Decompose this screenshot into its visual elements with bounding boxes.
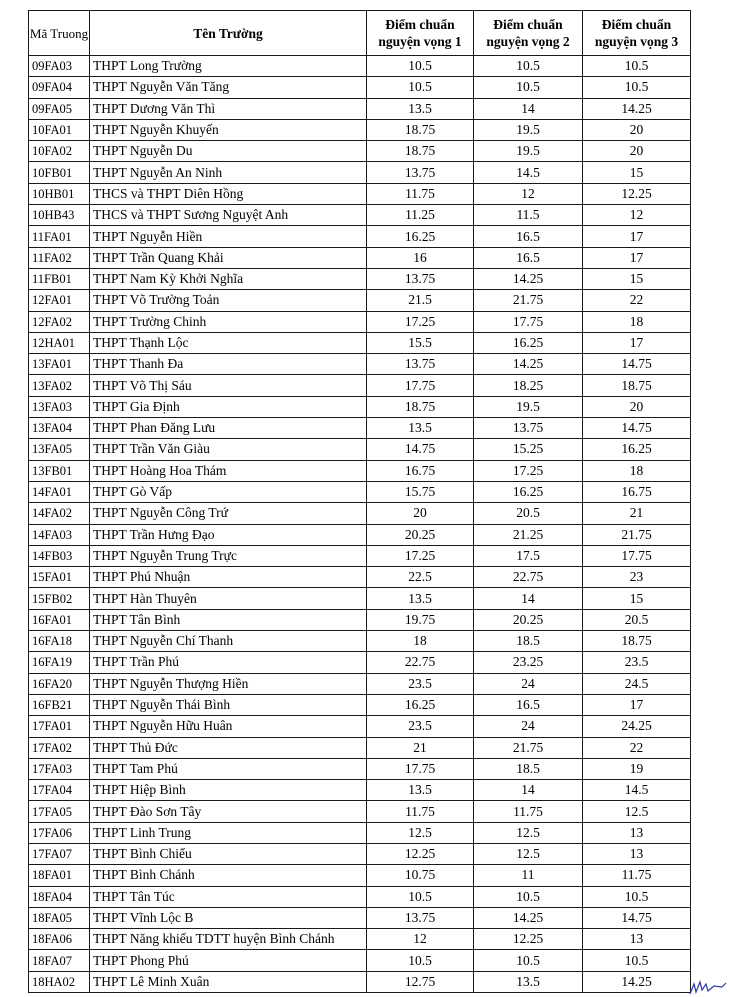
score-nv2: 16.5 — [474, 694, 583, 715]
score-nv2: 10.5 — [474, 77, 583, 98]
score-nv2: 16.25 — [474, 481, 583, 502]
score-nv3: 16.75 — [583, 481, 691, 502]
school-code: 13FA01 — [29, 354, 90, 375]
score-nv1: 21.5 — [367, 290, 474, 311]
score-nv3: 17 — [583, 247, 691, 268]
school-code: 12HA01 — [29, 332, 90, 353]
header-score-nv2: Điểm chuẩn nguyện vọng 2 — [474, 11, 583, 56]
score-nv1: 17.25 — [367, 545, 474, 566]
score-nv2: 17.75 — [474, 311, 583, 332]
score-nv1: 18.75 — [367, 141, 474, 162]
score-nv2: 24 — [474, 673, 583, 694]
school-name: THPT Linh Trung — [90, 822, 367, 843]
score-nv3: 14.75 — [583, 354, 691, 375]
score-nv2: 11 — [474, 865, 583, 886]
score-nv1: 12 — [367, 929, 474, 950]
score-nv2: 14 — [474, 780, 583, 801]
score-nv3: 15 — [583, 162, 691, 183]
table-row — [29, 396, 691, 417]
table-row — [29, 631, 691, 652]
table-row — [29, 609, 691, 630]
score-nv3: 17.75 — [583, 545, 691, 566]
score-nv3: 20 — [583, 396, 691, 417]
score-nv1: 19.75 — [367, 609, 474, 630]
score-nv3: 13 — [583, 929, 691, 950]
score-nv2: 18.5 — [474, 631, 583, 652]
score-nv2: 23.25 — [474, 652, 583, 673]
table-row — [29, 77, 691, 98]
score-nv3: 10.5 — [583, 56, 691, 77]
school-code: 16FA20 — [29, 673, 90, 694]
score-nv3: 17 — [583, 226, 691, 247]
school-code: 11FA01 — [29, 226, 90, 247]
score-nv1: 18 — [367, 631, 474, 652]
school-code: 10FA01 — [29, 119, 90, 140]
score-nv2: 15.25 — [474, 439, 583, 460]
school-code: 13FA02 — [29, 375, 90, 396]
score-nv3: 21.75 — [583, 524, 691, 545]
score-nv1: 16.75 — [367, 460, 474, 481]
score-nv3: 18 — [583, 460, 691, 481]
score-nv1: 20 — [367, 503, 474, 524]
header-row — [29, 11, 691, 56]
table-row — [29, 268, 691, 289]
school-name: THPT Nguyễn Du — [90, 141, 367, 162]
score-nv2: 20.25 — [474, 609, 583, 630]
score-nv2: 22.75 — [474, 567, 583, 588]
school-code: 18FA04 — [29, 886, 90, 907]
school-name: THPT Tân Bình — [90, 609, 367, 630]
score-nv2: 13.5 — [474, 971, 583, 992]
school-name: THPT Hoàng Hoa Thám — [90, 460, 367, 481]
score-nv1: 11.25 — [367, 205, 474, 226]
school-name: THPT Nguyễn An Ninh — [90, 162, 367, 183]
table-row — [29, 56, 691, 77]
score-nv2: 21.75 — [474, 290, 583, 311]
score-nv2: 19.5 — [474, 141, 583, 162]
score-nv3: 23 — [583, 567, 691, 588]
score-nv1: 18.75 — [367, 119, 474, 140]
score-nv3: 13 — [583, 843, 691, 864]
score-nv3: 12 — [583, 205, 691, 226]
table-row — [29, 758, 691, 779]
score-nv1: 13.75 — [367, 268, 474, 289]
school-name: THPT Nguyễn Công Trứ — [90, 503, 367, 524]
score-nv3: 10.5 — [583, 77, 691, 98]
table-row — [29, 162, 691, 183]
school-name: THPT Trường Chinh — [90, 311, 367, 332]
school-name: THPT Tân Túc — [90, 886, 367, 907]
score-nv2: 17.5 — [474, 545, 583, 566]
score-nv1: 13.5 — [367, 418, 474, 439]
school-name: THPT Phong Phú — [90, 950, 367, 971]
school-code: 14FB03 — [29, 545, 90, 566]
table-row — [29, 907, 691, 928]
school-name: THPT Năng khiếu TDTT huyện Bình Chánh — [90, 929, 367, 950]
score-nv2: 16.5 — [474, 247, 583, 268]
table-row — [29, 545, 691, 566]
school-name: THPT Lê Minh Xuân — [90, 971, 367, 992]
score-nv3: 18.75 — [583, 375, 691, 396]
school-name: THPT Thanh Đa — [90, 354, 367, 375]
score-nv3: 18.75 — [583, 631, 691, 652]
score-nv3: 14.75 — [583, 418, 691, 439]
school-name: THPT Võ Trường Toản — [90, 290, 367, 311]
table-row — [29, 460, 691, 481]
school-code: 13FB01 — [29, 460, 90, 481]
school-name: THPT Trần Hưng Đạo — [90, 524, 367, 545]
score-nv1: 17.75 — [367, 758, 474, 779]
score-nv1: 23.5 — [367, 716, 474, 737]
score-nv3: 24.25 — [583, 716, 691, 737]
score-nv1: 13.5 — [367, 588, 474, 609]
table-row — [29, 588, 691, 609]
score-nv2: 20.5 — [474, 503, 583, 524]
signature-mark — [688, 978, 728, 996]
score-nv2: 12.25 — [474, 929, 583, 950]
table-row — [29, 843, 691, 864]
school-code: 11FB01 — [29, 268, 90, 289]
table-row — [29, 673, 691, 694]
school-name: THPT Nguyễn Thượng Hiền — [90, 673, 367, 694]
school-name: THPT Hàn Thuyên — [90, 588, 367, 609]
table-row — [29, 226, 691, 247]
score-nv1: 16 — [367, 247, 474, 268]
score-nv2: 19.5 — [474, 396, 583, 417]
school-code: 11FA02 — [29, 247, 90, 268]
score-nv2: 11.5 — [474, 205, 583, 226]
school-code: 17FA04 — [29, 780, 90, 801]
school-code: 16FB21 — [29, 694, 90, 715]
score-nv1: 12.5 — [367, 822, 474, 843]
school-code: 17FA06 — [29, 822, 90, 843]
score-nv2: 12 — [474, 183, 583, 204]
score-nv3: 15 — [583, 268, 691, 289]
table-row — [29, 865, 691, 886]
school-name: THPT Phan Đăng Lưu — [90, 418, 367, 439]
table-row — [29, 886, 691, 907]
table-row — [29, 950, 691, 971]
score-nv3: 20 — [583, 141, 691, 162]
score-nv1: 12.75 — [367, 971, 474, 992]
school-code: 18FA01 — [29, 865, 90, 886]
score-nv1: 17.75 — [367, 375, 474, 396]
school-name: THPT Trần Quang Khải — [90, 247, 367, 268]
header-score-nv1: Điểm chuẩn nguyện vọng 1 — [367, 11, 474, 56]
school-name: THPT Thủ Đức — [90, 737, 367, 758]
score-nv1: 11.75 — [367, 183, 474, 204]
school-name: THPT Tam Phú — [90, 758, 367, 779]
table-row — [29, 780, 691, 801]
score-nv1: 18.75 — [367, 396, 474, 417]
score-nv1: 10.5 — [367, 886, 474, 907]
table-row — [29, 524, 691, 545]
school-name: THPT Nguyễn Chí Thanh — [90, 631, 367, 652]
school-code: 12FA02 — [29, 311, 90, 332]
score-nv1: 22.75 — [367, 652, 474, 673]
school-name: THCS và THPT Sương Nguyệt Anh — [90, 205, 367, 226]
school-code: 17FA01 — [29, 716, 90, 737]
table-row — [29, 311, 691, 332]
score-sheet — [28, 10, 691, 993]
score-nv3: 10.5 — [583, 950, 691, 971]
table-row — [29, 971, 691, 992]
score-nv1: 10.5 — [367, 56, 474, 77]
school-name: THPT Dương Văn Thì — [90, 98, 367, 119]
score-nv3: 14.25 — [583, 98, 691, 119]
school-code: 16FA19 — [29, 652, 90, 673]
school-code: 12FA01 — [29, 290, 90, 311]
school-name: THPT Trần Phú — [90, 652, 367, 673]
school-name: THPT Trần Văn Giàu — [90, 439, 367, 460]
table-row — [29, 290, 691, 311]
school-code: 16FA18 — [29, 631, 90, 652]
score-nv3: 14.75 — [583, 907, 691, 928]
score-nv3: 14.5 — [583, 780, 691, 801]
score-nv1: 23.5 — [367, 673, 474, 694]
school-code: 17FA03 — [29, 758, 90, 779]
score-nv1: 12.25 — [367, 843, 474, 864]
score-nv3: 17 — [583, 332, 691, 353]
school-name: THPT Nguyễn Hữu Huân — [90, 716, 367, 737]
score-nv3: 22 — [583, 737, 691, 758]
table-row — [29, 439, 691, 460]
school-code: 13FA05 — [29, 439, 90, 460]
school-code: 18FA05 — [29, 907, 90, 928]
score-nv3: 21 — [583, 503, 691, 524]
school-code: 18FA06 — [29, 929, 90, 950]
score-nv2: 14 — [474, 588, 583, 609]
score-nv2: 10.5 — [474, 56, 583, 77]
score-nv2: 13.75 — [474, 418, 583, 439]
table-row — [29, 375, 691, 396]
score-nv3: 18 — [583, 311, 691, 332]
score-nv3: 15 — [583, 588, 691, 609]
table-row — [29, 481, 691, 502]
school-code: 13FA04 — [29, 418, 90, 439]
score-nv3: 12.25 — [583, 183, 691, 204]
school-code: 10HB01 — [29, 183, 90, 204]
score-nv3: 22 — [583, 290, 691, 311]
school-name: THPT Nguyễn Văn Tăng — [90, 77, 367, 98]
score-nv1: 13.75 — [367, 354, 474, 375]
table-row — [29, 652, 691, 673]
score-nv1: 11.75 — [367, 801, 474, 822]
score-nv1: 16.25 — [367, 226, 474, 247]
score-nv3: 14.25 — [583, 971, 691, 992]
school-code: 10HB43 — [29, 205, 90, 226]
table-row — [29, 205, 691, 226]
school-name: THPT Thạnh Lộc — [90, 332, 367, 353]
table-row — [29, 929, 691, 950]
score-nv1: 10.5 — [367, 950, 474, 971]
table-row — [29, 716, 691, 737]
table-row — [29, 332, 691, 353]
score-nv2: 18.5 — [474, 758, 583, 779]
school-code: 18FA07 — [29, 950, 90, 971]
school-code: 09FA03 — [29, 56, 90, 77]
score-nv3: 10.5 — [583, 886, 691, 907]
score-nv3: 19 — [583, 758, 691, 779]
score-nv3: 17 — [583, 694, 691, 715]
score-nv3: 24.5 — [583, 673, 691, 694]
score-nv3: 23.5 — [583, 652, 691, 673]
school-code: 09FA05 — [29, 98, 90, 119]
table-row — [29, 247, 691, 268]
score-nv1: 15.75 — [367, 481, 474, 502]
score-nv2: 24 — [474, 716, 583, 737]
score-nv3: 20 — [583, 119, 691, 140]
school-name: THPT Gò Vấp — [90, 481, 367, 502]
school-name: THPT Nam Kỳ Khởi Nghĩa — [90, 268, 367, 289]
score-nv1: 16.25 — [367, 694, 474, 715]
school-code: 15FA01 — [29, 567, 90, 588]
score-nv2: 10.5 — [474, 950, 583, 971]
score-nv2: 14.25 — [474, 907, 583, 928]
school-code: 10FA02 — [29, 141, 90, 162]
school-name: THPT Nguyễn Trung Trực — [90, 545, 367, 566]
school-code: 17FA02 — [29, 737, 90, 758]
score-nv1: 17.25 — [367, 311, 474, 332]
school-name: THPT Hiệp Bình — [90, 780, 367, 801]
school-name: THPT Gia Định — [90, 396, 367, 417]
score-nv1: 10.75 — [367, 865, 474, 886]
score-nv2: 11.75 — [474, 801, 583, 822]
school-code: 15FB02 — [29, 588, 90, 609]
table-row — [29, 737, 691, 758]
score-nv3: 20.5 — [583, 609, 691, 630]
header-school-name: Tên Trường — [90, 11, 367, 56]
school-code: 14FA02 — [29, 503, 90, 524]
score-nv1: 22.5 — [367, 567, 474, 588]
score-nv2: 10.5 — [474, 886, 583, 907]
school-name: THPT Long Trường — [90, 56, 367, 77]
score-nv1: 14.75 — [367, 439, 474, 460]
school-code: 18HA02 — [29, 971, 90, 992]
score-nv2: 16.25 — [474, 332, 583, 353]
table-row — [29, 141, 691, 162]
score-nv1: 15.5 — [367, 332, 474, 353]
score-nv3: 12.5 — [583, 801, 691, 822]
school-code: 10FB01 — [29, 162, 90, 183]
score-nv2: 16.5 — [474, 226, 583, 247]
score-nv1: 21 — [367, 737, 474, 758]
table-row — [29, 119, 691, 140]
score-nv1: 10.5 — [367, 77, 474, 98]
header-school-code: Mã Truong — [29, 11, 90, 56]
admission-scores-table — [28, 10, 691, 993]
table-row — [29, 183, 691, 204]
school-code: 13FA03 — [29, 396, 90, 417]
school-code: 17FA07 — [29, 843, 90, 864]
score-nv2: 19.5 — [474, 119, 583, 140]
school-code: 09FA04 — [29, 77, 90, 98]
school-name: THPT Phú Nhuận — [90, 567, 367, 588]
table-row — [29, 567, 691, 588]
school-name: THPT Võ Thị Sáu — [90, 375, 367, 396]
school-name: THPT Bình Chánh — [90, 865, 367, 886]
score-nv3: 13 — [583, 822, 691, 843]
score-nv2: 14.25 — [474, 354, 583, 375]
score-nv1: 13.5 — [367, 98, 474, 119]
school-name: THPT Vĩnh Lộc B — [90, 907, 367, 928]
score-nv2: 12.5 — [474, 822, 583, 843]
score-nv3: 11.75 — [583, 865, 691, 886]
school-name: THCS và THPT Diên Hồng — [90, 183, 367, 204]
table-row — [29, 822, 691, 843]
score-nv2: 21.75 — [474, 737, 583, 758]
score-nv1: 20.25 — [367, 524, 474, 545]
school-code: 17FA05 — [29, 801, 90, 822]
table-row — [29, 503, 691, 524]
score-nv2: 18.25 — [474, 375, 583, 396]
school-name: THPT Nguyễn Khuyến — [90, 119, 367, 140]
school-name: THPT Đào Sơn Tây — [90, 801, 367, 822]
school-code: 16FA01 — [29, 609, 90, 630]
school-code: 14FA03 — [29, 524, 90, 545]
school-code: 14FA01 — [29, 481, 90, 502]
table-row — [29, 801, 691, 822]
score-nv1: 13.75 — [367, 907, 474, 928]
header-score-nv3: Điểm chuẩn nguyện vọng 3 — [583, 11, 691, 56]
table-row — [29, 354, 691, 375]
score-nv2: 14.5 — [474, 162, 583, 183]
score-nv2: 21.25 — [474, 524, 583, 545]
score-nv2: 14 — [474, 98, 583, 119]
table-row — [29, 418, 691, 439]
score-nv2: 12.5 — [474, 843, 583, 864]
school-name: THPT Bình Chiểu — [90, 843, 367, 864]
score-nv2: 17.25 — [474, 460, 583, 481]
table-row — [29, 694, 691, 715]
school-name: THPT Nguyễn Thái Bình — [90, 694, 367, 715]
school-name: THPT Nguyễn Hiền — [90, 226, 367, 247]
score-nv3: 16.25 — [583, 439, 691, 460]
score-nv1: 13.5 — [367, 780, 474, 801]
score-nv1: 13.75 — [367, 162, 474, 183]
score-nv2: 14.25 — [474, 268, 583, 289]
table-row — [29, 98, 691, 119]
